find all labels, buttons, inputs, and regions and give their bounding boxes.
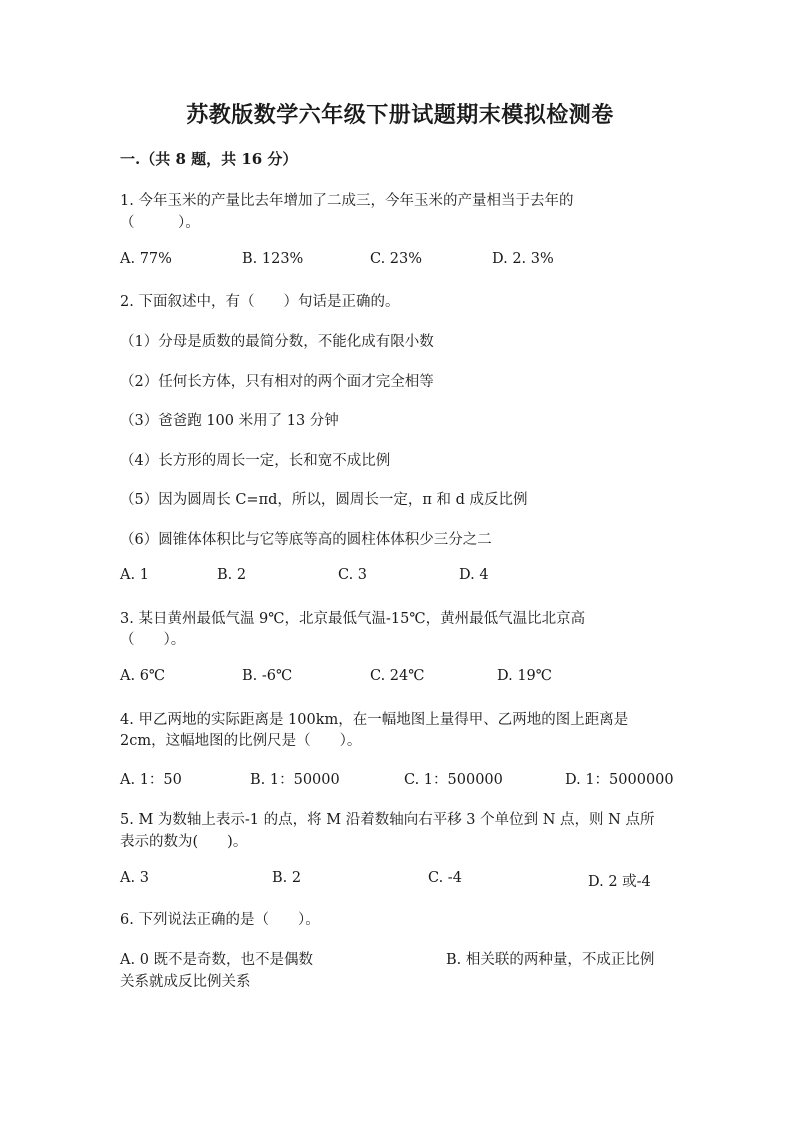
q2-option-d: D. 4 xyxy=(459,567,489,583)
q4-option-b: B. 1：50000 xyxy=(250,772,340,788)
q3-option-b: B. -6℃ xyxy=(242,668,293,684)
q6-stem: 6. 下列说法正确的是（ ）。 xyxy=(120,912,320,928)
q4-option-d: D. 1：5000000 xyxy=(565,772,674,788)
q2-option-c: C. 3 xyxy=(338,567,368,583)
q4-stem-line1: 4. 甲乙两地的实际距离是 100km，在一幅地图上量得甲、乙两地的图上距离是 xyxy=(120,712,629,728)
q4-option-a: A. 1：50 xyxy=(120,772,182,788)
q4-stem-line2: 2cm，这幅地图的比例尺是（ ）。 xyxy=(120,733,362,749)
q1-option-a: A. 77% xyxy=(120,251,172,267)
q2-statement-3: （3）爸爸跑 100 米用了 13 分钟 xyxy=(120,413,339,429)
q1-option-c: C. 23% xyxy=(370,251,423,267)
q2-statement-1: （1）分母是质数的最简分数，不能化成有限小数 xyxy=(120,334,434,350)
q2-stem: 2. 下面叙述中，有（ ）句话是正确的。 xyxy=(120,294,400,310)
q2-statement-4: （4）长方形的周长一定，长和宽不成比例 xyxy=(120,453,391,469)
q1-stem-line1: 1. 今年玉米的产量比去年增加了二成三，今年玉米的产量相当于去年的 xyxy=(120,193,574,209)
q5-stem-line1: 5. M 为数轴上表示-1 的点，将 M 沿着数轴向右平移 3 个单位到 N 点，则 N 点所 xyxy=(120,812,655,828)
q3-option-c: C. 24℃ xyxy=(370,668,425,684)
exam-title: 苏教版数学六年级下册试题期末模拟检测卷 xyxy=(186,102,614,128)
q3-option-a: A. 6℃ xyxy=(120,668,166,684)
q6-option-a: A. 0 既不是奇数，也不是偶数 xyxy=(120,952,314,968)
q6-option-b: B. 相关联的两种量，不成正比例 xyxy=(446,952,655,968)
q5-option-b: B. 2 xyxy=(272,870,302,886)
q5-option-d: D. 2 或-4 xyxy=(588,874,651,890)
q1-stem-line2: （ ）。 xyxy=(120,215,200,231)
q5-option-a: A. 3 xyxy=(120,870,149,886)
section-heading: 一.（共 8 题，共 16 分） xyxy=(120,150,298,168)
q2-statement-2: （2）任何长方体，只有相对的两个面才完全相等 xyxy=(120,374,434,390)
q3-stem-line2: （ ）。 xyxy=(120,632,186,648)
q1-option-b: B. 123% xyxy=(242,251,304,267)
q2-statement-5: （5）因为圆周长 C=πd，所以，圆周长一定，π 和 d 成反比例 xyxy=(120,492,528,508)
q4-option-c: C. 1：500000 xyxy=(404,772,503,788)
q3-option-d: D. 19℃ xyxy=(497,668,552,684)
q3-stem-line1: 3. 某日黄州最低气温 9℃，北京最低气温-15℃，黄州最低气温比北京高 xyxy=(120,611,586,627)
q2-option-a: A. 1 xyxy=(120,567,149,583)
q2-statement-6: （6）圆锥体体积比与它等底等高的圆柱体体积少三分之二 xyxy=(120,532,492,548)
q5-stem-line2: 表示的数为( )。 xyxy=(120,834,248,850)
q6-option-b-continued: 关系就成反比例关系 xyxy=(120,974,251,990)
q1-option-d: D. 2. 3% xyxy=(492,251,554,267)
q5-option-c: C. -4 xyxy=(428,870,462,886)
q2-option-b: B. 2 xyxy=(217,567,247,583)
